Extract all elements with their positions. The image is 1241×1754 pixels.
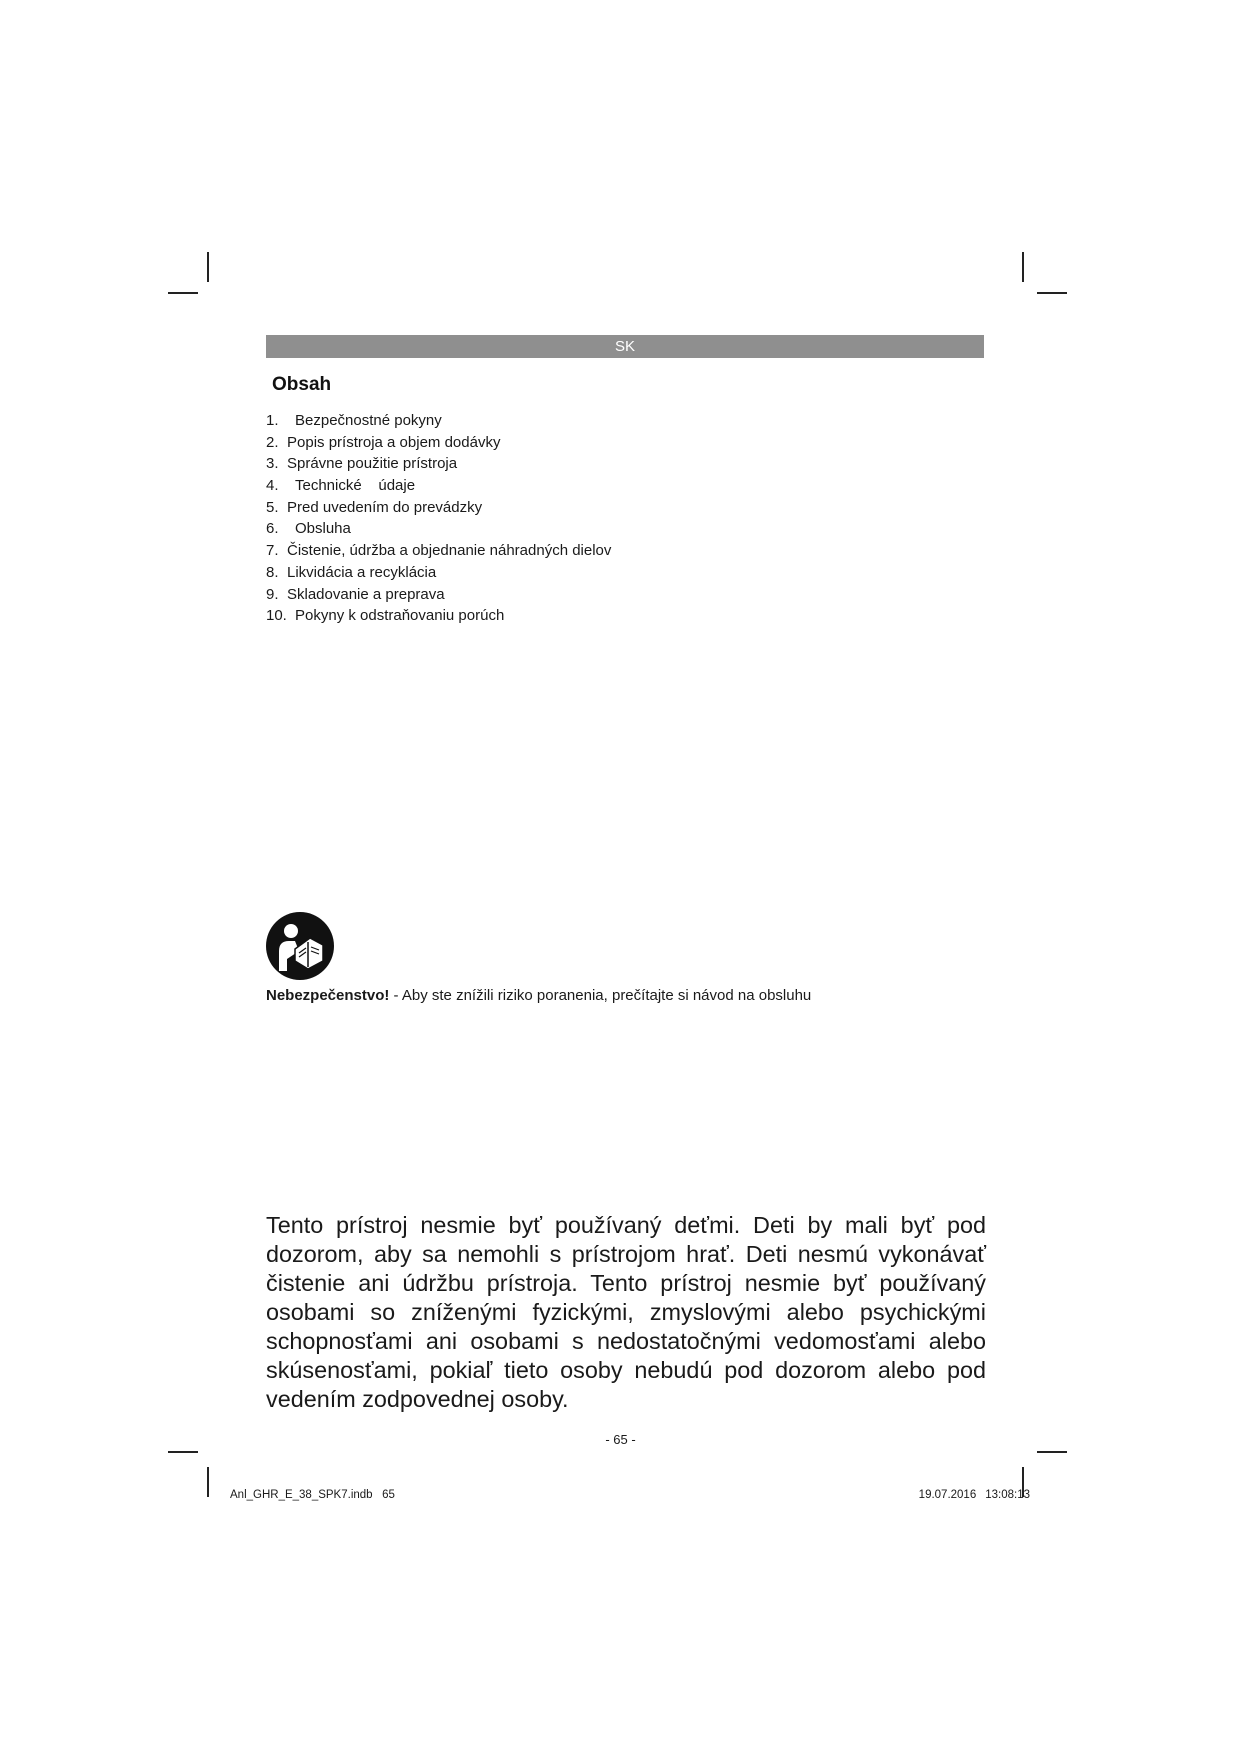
toc-item [266,453,611,475]
toc-item [266,410,611,432]
crop-mark-bottom-left-h [168,1451,198,1453]
crop-mark-top-right-h [1037,292,1067,294]
crop-mark-bottom-right-h [1037,1451,1067,1453]
toc-item-number: 9. [266,585,279,603]
toc-item-label: Čistenie, údržba a objednanie náhradných dielov [287,542,612,560]
toc-item-number: 8. [266,563,279,581]
crop-mark-top-left-v [207,252,209,282]
toc-item-label: Skladovanie a preprava [287,585,445,603]
toc-item-label: Správne použitie prístroja [287,455,458,473]
toc-item-number: 5. [266,498,279,516]
toc-item-label: Pokyny k odstraňovaniu porúch [295,607,505,625]
footer-time: 13:08:13 [985,1489,1030,1501]
read-manual-icon [265,911,335,981]
toc-item [266,475,611,497]
toc-item [266,518,611,540]
footer-file-name: Anl_GHR_E_38_SPK7.indb 65 [230,1489,395,1501]
safety-notice-text: - Aby ste znížili riziko poranenia, prečítajte si návod na obsluhu [389,987,812,1004]
toc-item-number: 2. [266,433,279,451]
toc-title: Obsah [272,374,332,395]
safety-notice-label: Nebezpečenstvo! [266,987,390,1004]
page-number: - 65 - [605,1432,636,1447]
toc-item-label: Technické údaje [295,477,416,495]
toc-item-label: Pred uvedením do prevádzky [287,498,483,516]
toc-item [266,562,611,584]
toc-item-number: 10. [266,607,287,625]
toc-item [266,432,611,454]
toc-item-number: 6. [266,520,279,538]
toc-item [266,497,611,519]
toc-item [266,605,611,627]
toc-item-number: 1. [266,412,279,429]
toc-item-number: 3. [266,455,279,473]
crop-mark-top-left-h [168,292,198,294]
toc-item-label: Obsluha [295,520,351,538]
toc-item-number: 7. [266,542,279,560]
crop-mark-bottom-left-v [207,1467,209,1497]
footer-timestamp [919,1489,1030,1501]
safety-notice [266,987,811,1004]
child-warning-paragraph: Tento prístroj nesmie byť používaný deťmi. Deti by mali byť pod dozorom, aby sa nemohli s prístrojom hrať. Deti nesmú vykonávať čistenie ani údržbu prístroja. Tento prístroj nesmie byť používaný osobami so zníženými fyzickými, zmyslovými alebo psychickými schopnosťami ani osobami s nedostatočnými vedomosťami alebo skúsenosťami, pokiaľ tieto osoby nebudú pod dozorom alebo pod vedením zodpovednej osoby. [266,1212,986,1412]
table-of-contents [266,410,611,627]
toc-item-number: 4. [266,477,279,495]
toc-item [266,540,611,562]
footer-date: 19.07.2016 [918,1489,977,1501]
crop-mark-top-right-v [1022,252,1024,282]
toc-item-label: Popis prístroja a objem dodávky [287,433,501,451]
toc-item-label: Likvidácia a recyklácia [287,563,437,581]
language-code: SK [614,338,635,355]
toc-item [266,584,611,606]
toc-item-label: Bezpečnostné pokyny [295,412,442,429]
language-header-bar [266,335,984,358]
